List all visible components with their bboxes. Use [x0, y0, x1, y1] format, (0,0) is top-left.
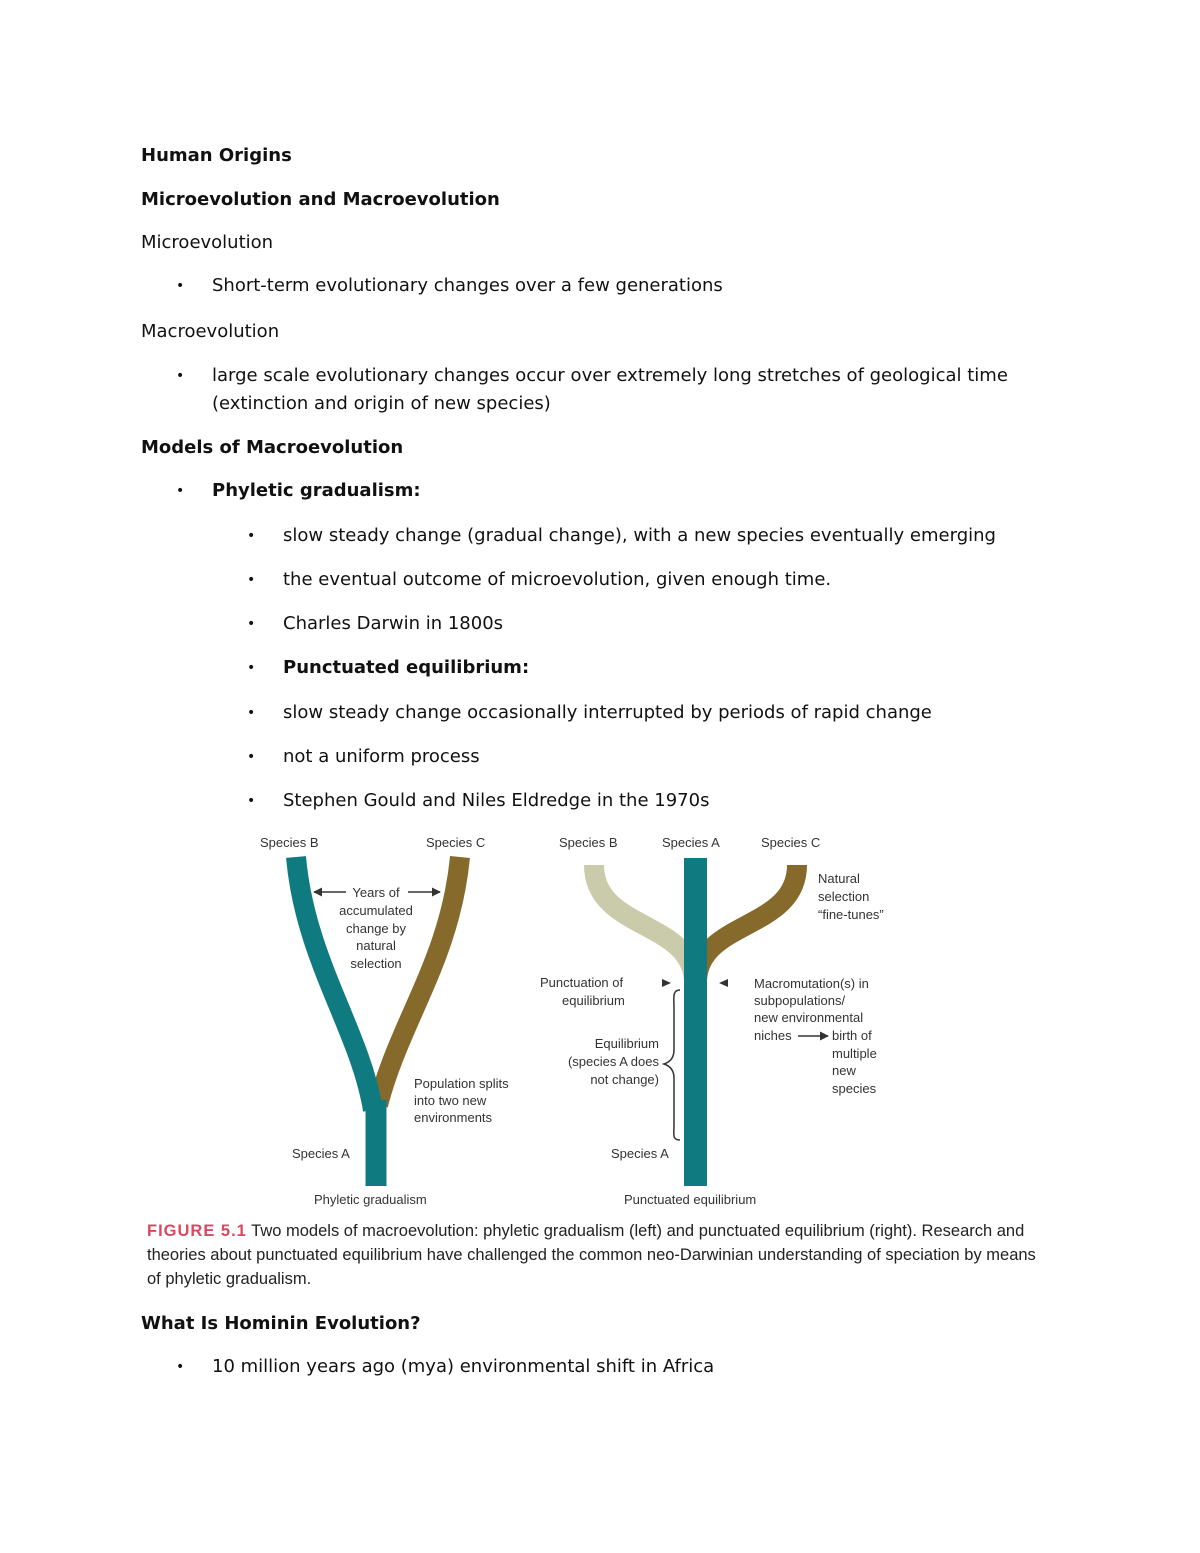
equilibrium-label: not change)	[590, 1072, 659, 1087]
years-label: natural	[356, 938, 396, 953]
natural-label: Natural	[818, 871, 860, 886]
niches-label: niches	[754, 1028, 792, 1043]
label-species-a-right: Species A	[611, 1146, 669, 1161]
birth-label: multiple	[832, 1046, 877, 1061]
split-label: environments	[414, 1110, 493, 1125]
document-page: Human Origins Microevolution and Macroevolution Microevolution • Short-term evolutionary changes over a few generations Macroevolution • large scale evolutionary changes occur over extremely long stretches of geological time (extinction and origin of new species) Models of Macroevolution • Phyletic gradualism: • slow steady change (gradual change), with a new species eventually emerging • the eventual outcome of microevolution, given enough time. • Charles Darwin in 1800s • Punctuated equilibrium: • slow steady change occasionally interrupted by periods of rapid change • not a uniform process • Stephen Gould and Niles Eldredge in the 1970s Species B Species C Species A Years of accumulated change by natural selection Population splits into two new environments Phyletic gradualism Species B Species A Species C Species A Natural selection “fine-tunes” Punctuation of equilibrium Equilibrium (species A does not change) Macromutation(s) in subpopulations/ new environmental niches birth of multiple new species Punctuated equilibrium FIGURE 5.1 Two models of macroevolution: phyletic gradualism (left) and punctuated equilibrium (right). Research and theories about punctuated equilibrium have challenged the common neo-Darwinian understanding of speciation by means of phyletic gradualism. What Is Hominin Evolution? • 10 million years ago (mya) environmental shift in Africa	[0, 0, 1200, 1553]
section-heading: Microevolution and Macroevolution	[141, 189, 500, 210]
bullet-icon: •	[247, 705, 256, 721]
equilibrium-label: (species A does	[567, 1054, 659, 1069]
birth-label: species	[832, 1081, 877, 1096]
macro-label: Macroevolution	[141, 321, 280, 342]
punctuation-label: equilibrium	[562, 993, 625, 1008]
figure-caption	[147, 1219, 1047, 1291]
natural-label: selection	[818, 889, 870, 904]
models-heading: Models of Macroevolution	[141, 437, 404, 458]
bullet-icon: •	[176, 1359, 185, 1375]
bullet-icon: •	[176, 483, 185, 499]
birth-label: birth of	[832, 1028, 872, 1043]
label-species-b-right: Species B	[559, 835, 618, 850]
phyletic-title: Phyletic gradualism	[314, 1192, 427, 1207]
split-label: Population splits	[414, 1076, 509, 1091]
years-label: accumulated	[339, 903, 413, 918]
bullet-icon: •	[247, 528, 256, 544]
macromutation-label: Macromutation(s) in	[754, 976, 869, 991]
bullet-icon: •	[176, 278, 185, 294]
years-label: Years of	[352, 885, 400, 900]
macromutation-label: subpopulations/	[754, 993, 846, 1008]
bullet-icon: •	[247, 749, 256, 765]
label-species-a-top: Species A	[662, 835, 720, 850]
branch-species-c-right	[697, 865, 797, 980]
equilibrium-brace	[664, 990, 680, 1140]
bullet-icon: •	[247, 660, 256, 676]
bullet-icon: •	[247, 793, 256, 809]
bullet-icon: •	[247, 616, 256, 632]
label-species-a-left: Species A	[292, 1146, 350, 1161]
macroevolution-figure	[0, 820, 1200, 1220]
hominin-heading: What Is Hominin Evolution?	[141, 1313, 421, 1334]
birth-label: new	[832, 1063, 856, 1078]
trunk-species-a-right	[684, 858, 707, 1186]
figure-label: FIGURE 5.1	[147, 1222, 247, 1240]
pointer-right	[719, 979, 728, 987]
label-species-c-right: Species C	[761, 835, 821, 850]
macromutation-label: new environmental	[754, 1010, 864, 1025]
years-label: selection	[350, 956, 402, 971]
bullet-icon: •	[176, 368, 185, 384]
years-label: change by	[346, 921, 406, 936]
bullet-icon: •	[247, 572, 256, 588]
punctuation-label: Punctuation of	[540, 975, 624, 990]
punctuated-title: Punctuated equilibrium	[624, 1192, 757, 1207]
micro-label: Microevolution	[141, 232, 274, 253]
branch-species-b-right	[594, 865, 694, 980]
natural-label: “fine-tunes”	[818, 907, 884, 922]
label-species-c-left: Species C	[426, 835, 486, 850]
equilibrium-label: Equilibrium	[594, 1036, 659, 1051]
split-label: into two new	[414, 1093, 487, 1108]
caption-text: Two models of macroevolution: phyletic gradualism (left) and punctuated equilibrium (right). Research and theories about punctuated equilibrium have challenged the common neo-Darwinian understanding of speciation by means of phyletic gradualism.	[147, 1222, 1036, 1288]
doc-title: Human Origins	[141, 145, 292, 166]
pointer-left	[662, 979, 671, 987]
label-species-b-left: Species B	[260, 835, 319, 850]
